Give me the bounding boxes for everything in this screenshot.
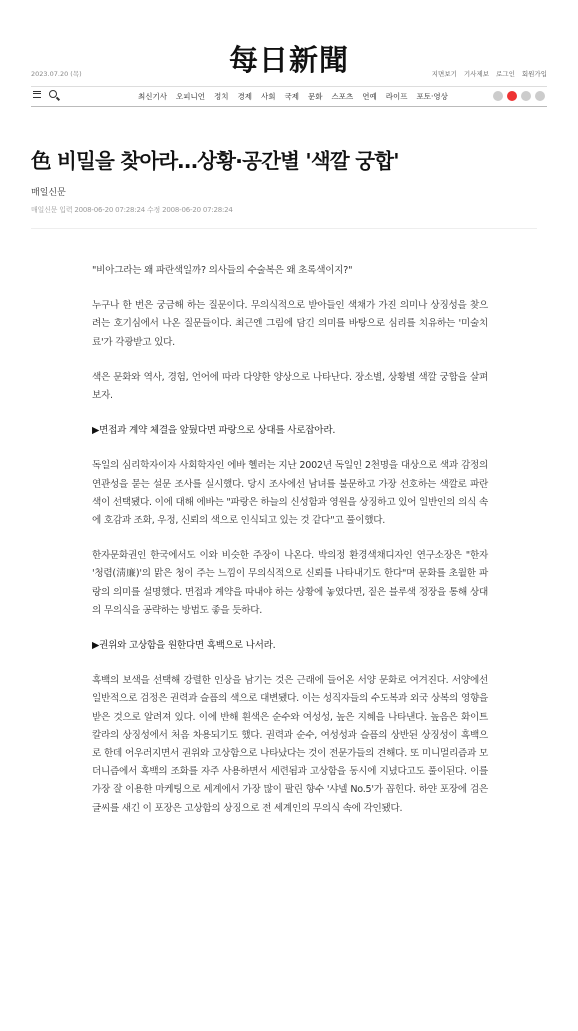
naver-icon[interactable] bbox=[493, 91, 503, 101]
divider bbox=[31, 228, 537, 229]
nav-item-sports[interactable]: 스포츠 bbox=[331, 92, 354, 101]
paragraph: "비아그라는 왜 파란색일까? 의사들의 수술복은 왜 초록색이지?" bbox=[92, 265, 353, 276]
nav-item-life[interactable]: 라이프 bbox=[385, 92, 408, 101]
facebook-icon[interactable] bbox=[535, 91, 545, 101]
util-link-login[interactable]: 로그인 bbox=[496, 70, 515, 78]
paragraph: 색은 문화와 역사, 경험, 언어에 따라 다양한 양상으로 나타난다. 장소별, 상황별 색깔 궁합을 살펴보자. bbox=[92, 371, 488, 402]
menu-icon[interactable] bbox=[33, 91, 41, 98]
nav-item-opinion[interactable]: 오피니언 bbox=[175, 92, 205, 101]
nav-item-society[interactable]: 사회 bbox=[260, 92, 276, 101]
article-source[interactable]: 매일신문 bbox=[31, 188, 66, 198]
nav-item-economy[interactable]: 경제 bbox=[237, 92, 252, 101]
nav-item-world[interactable]: 국제 bbox=[284, 92, 299, 101]
nav-menu bbox=[138, 91, 448, 102]
youtube-icon[interactable] bbox=[507, 91, 517, 101]
subheading: ▶면접과 계약 체결을 앞뒀다면 파랑으로 상대를 사로잡아라. bbox=[92, 425, 336, 437]
social-links bbox=[493, 91, 545, 101]
util-link-signup[interactable]: 회원가입 bbox=[521, 70, 547, 78]
article-body bbox=[92, 262, 488, 835]
util-link-report[interactable]: 기사제보 bbox=[463, 70, 490, 78]
paragraph: 흑백의 보색을 선택해 강렬한 인상을 남기는 것은 근래에 들어온 서양 문화로 여겨진다. 서양에선 일반적으로 검정은 권력과 슬픔의 색으로 대변됐다. 이는 성직자들의 수도복과 외국 상복의 영향을 받은 것으로 알려져 있다. 이에 반해 흰색은 순수와 여성성, 높은 지혜을 나타낸다. 높음은 화이트 칼라의 상징성에서 처음 차용되기도 했다. 권력과 순수, 여성성과 슬픔의 상반된 상징성이 흑백으로 한데 어우러지면서 권위와 고상함으로 나타났다는 것이 전문가들의 견해다. 또 미니멀리즘과 모더니즘에서 흑백의 조화를 자주 사용하면서 세련됨과 고상함을 동시에 지녔다고도 풀이된다. 이를 가장 잘 이용한 마케팅으로 세계에서 가장 많이 팔린 향수 '샤넬 No.5'가 꼽힌다. 하얀 포장에 검은 글씨를 새긴 이 포장은 고상함의 상징으로 전 세계인의 무의식 속에 각인됐다. bbox=[92, 675, 488, 814]
utility-links bbox=[432, 69, 547, 78]
subheading: ▶권위와 고상함을 원한다면 흑백으로 나서라. bbox=[92, 640, 276, 652]
paragraph: 누구나 한 번은 궁금해 하는 질문이다. 무의식적으로 받아들인 색채가 가진 의미나 상징성을 찾으려는 호기심에서 나온 질문들이다. 최근엔 그림에 담긴 의미를 바탕으로 심리를 치유하는 '미술치료'가 각광받고 있다. bbox=[92, 300, 488, 348]
instagram-icon[interactable] bbox=[521, 91, 531, 101]
nav-item-culture[interactable]: 문화 bbox=[307, 92, 323, 101]
paragraph: 한자문화권인 한국에서도 이와 비슷한 주장이 나온다. 박의정 환경색채디자인 연구소장은 "한자 '청렴(淸廉)'의 맑은 청이 주는 느낌이 무의식적으로 신뢰를 나타내기도 한다"며 문화를 초월한 파랑의 의미를 설명했다. 면접과 계약을 따내야 하는 상황에 놓였다면, 짙은 블루색 정장을 통해 상대의 무의식을 공략하는 방법도 좋을 듯하다. bbox=[92, 550, 488, 616]
nav-item-entertainment[interactable]: 연예 bbox=[362, 92, 377, 101]
search-icon[interactable] bbox=[49, 90, 57, 98]
util-link-paper[interactable]: 지면보기 bbox=[431, 70, 457, 78]
paragraph: 독일의 심리학자이자 사회학자인 에바 헬러는 지난 2002년 독일인 2천명을 대상으로 색과 감정의 연관성을 묻는 설문 조사를 실시했다. 당시 조사에선 남녀를 불문하고 가장 선호하는 색깔로 파란색이 선택됐다. 이에 대해 에바는 "파랑은 하늘의 신성함과 영원을 상징하고 있어 일반인의 의식 속에 호감과 조화, 우정, 신뢰의 색으로 인식되고 있는 것 같다"고 풀이했다. bbox=[92, 460, 488, 527]
main-nav bbox=[31, 86, 547, 107]
nav-item-politics[interactable]: 정치 bbox=[213, 92, 229, 101]
current-date: 2023.07.20 (목) bbox=[31, 70, 82, 78]
article-title: 色 비밀을 찾아라…상황·공간별 '색깔 궁합' bbox=[31, 149, 399, 173]
site-logo[interactable]: 每日新聞 bbox=[228, 43, 349, 77]
article-meta: 매일신문 입력 2008-06-20 07:28:24 수정 2008-06-20 07:28:24 bbox=[31, 206, 233, 214]
nav-item-photo[interactable]: 포토·영상 bbox=[416, 92, 448, 101]
nav-item-latest[interactable]: 최신기사 bbox=[138, 92, 167, 101]
